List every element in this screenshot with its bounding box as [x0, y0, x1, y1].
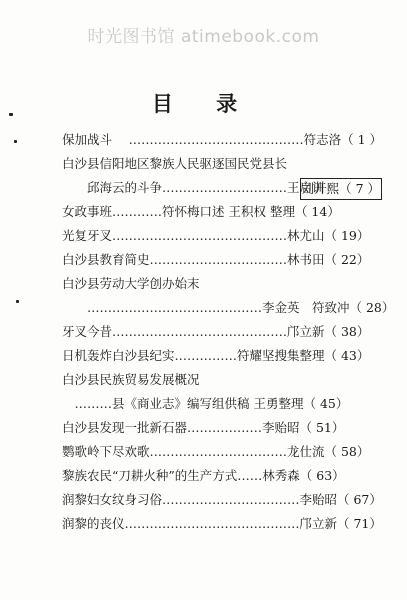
toc-entry: 白沙县信阳地区黎族人民驱逐国民党县长 — [62, 156, 288, 171]
page-title: 目 录 — [151, 91, 256, 116]
toc-entry: 鹦歌岭下尽欢歌……………………………龙仕流（ 58） — [62, 444, 370, 459]
toc-entry: ………县《商业志》编写组供稿 王勇整理（ 45） — [62, 396, 349, 411]
toc-entry: 润黎妇女纹身习俗……………………………李贻昭（ 67） — [62, 492, 382, 507]
watermark: 时光图书馆 atimebook.com — [87, 27, 320, 47]
toc-entry: 光复牙叉……………………………………林尤山（ 19） — [62, 228, 370, 243]
toc-entry: 邱海云的斗争…………………………王启训 刘开熙（ 7 ） — [62, 178, 382, 198]
toc-entry-page: ……………………………………符志洛（ 1 ） — [128, 132, 382, 147]
toc-entry: 白沙县民族贸易发展概况 — [62, 372, 200, 387]
toc-entry: 日机轰炸白沙县纪实……………符耀坚搜集整理（ 43） — [62, 348, 370, 363]
toc-entry: 女政事班…………符怀梅口述 王积权 整理（ 14） — [62, 204, 340, 219]
toc-entry: 黎族农民“刀耕火种”的生产方式……林秀森（ 63） — [62, 468, 345, 483]
scan-mark — [14, 140, 17, 143]
toc-entry: 保加战斗 — [62, 132, 113, 147]
toc-entry: 白沙县教育简史……………………………林书田（ 22） — [62, 252, 370, 267]
toc-entry: 白沙县劳动大学创办始末 — [62, 276, 200, 291]
boxed-author: 刘开熙（ 7 ） — [300, 178, 382, 200]
scan-mark — [9, 113, 13, 116]
toc-entry: 润黎的丧仪……………………………………邝立新（ 71） — [62, 516, 382, 531]
toc-entry: 牙叉今昔……………………………………邝立新（ 38） — [62, 324, 370, 339]
toc-entry: 白沙县发现一批新石器………………李贻昭（ 51） — [62, 420, 345, 435]
scan-mark — [16, 300, 19, 303]
toc-entry: ……………………………………李金英 符致冲（ 28） — [62, 300, 395, 315]
